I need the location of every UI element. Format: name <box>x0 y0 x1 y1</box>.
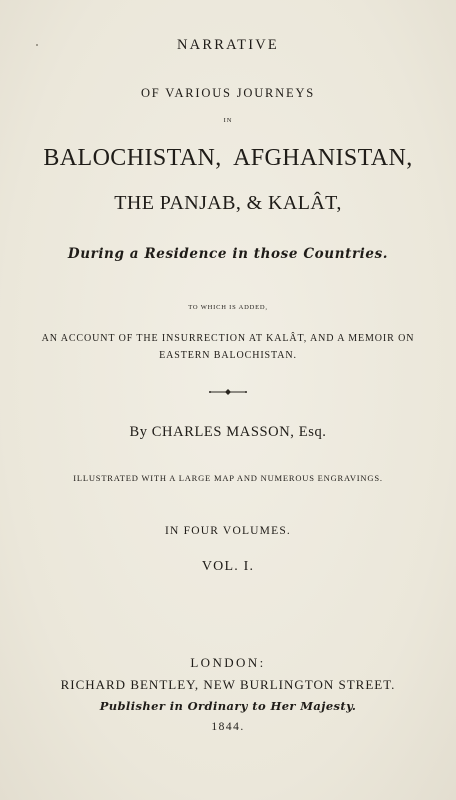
account-line2: EASTERN BALOCHISTAN. <box>159 350 297 361</box>
illustrated-note: ILLUSTRATED WITH A LARGE MAP AND NUMEROUS ENGRAVINGS. <box>73 473 383 483</box>
author-line: By CHARLES MASSON, Esq. <box>129 424 327 440</box>
volume-number: VOL. I. <box>201 559 255 574</box>
title-countries-line2: THE PANJAB, & KALÂT, <box>114 192 342 214</box>
imprint-ordinary: Publisher in Ordinary to Her Majesty. <box>99 699 357 713</box>
ornament-icon <box>208 386 248 398</box>
imprint-year: 1844. <box>211 721 245 733</box>
added-note: TO WHICH IS ADDED, <box>188 304 268 311</box>
title-preposition: IN <box>223 117 233 124</box>
imprint-city: LONDON: <box>190 655 266 670</box>
imprint-publisher: RICHARD BENTLEY, NEW BURLINGTON STREET. <box>60 677 396 692</box>
title-subheading: OF VARIOUS JOURNEYS <box>140 86 316 100</box>
title-heading: NARRATIVE <box>177 37 279 53</box>
title-countries-line1: BALOCHISTAN, AFGHANISTAN, <box>43 145 413 171</box>
title-during-line: During a Residence in those Countries. <box>67 246 389 262</box>
account-line1: AN ACCOUNT OF THE INSURRECTION AT KALÂT, AND A MEMOIR ON <box>41 333 415 344</box>
ornament-divider <box>0 386 456 400</box>
volumes-note: IN FOUR VOLUMES. <box>164 525 291 537</box>
